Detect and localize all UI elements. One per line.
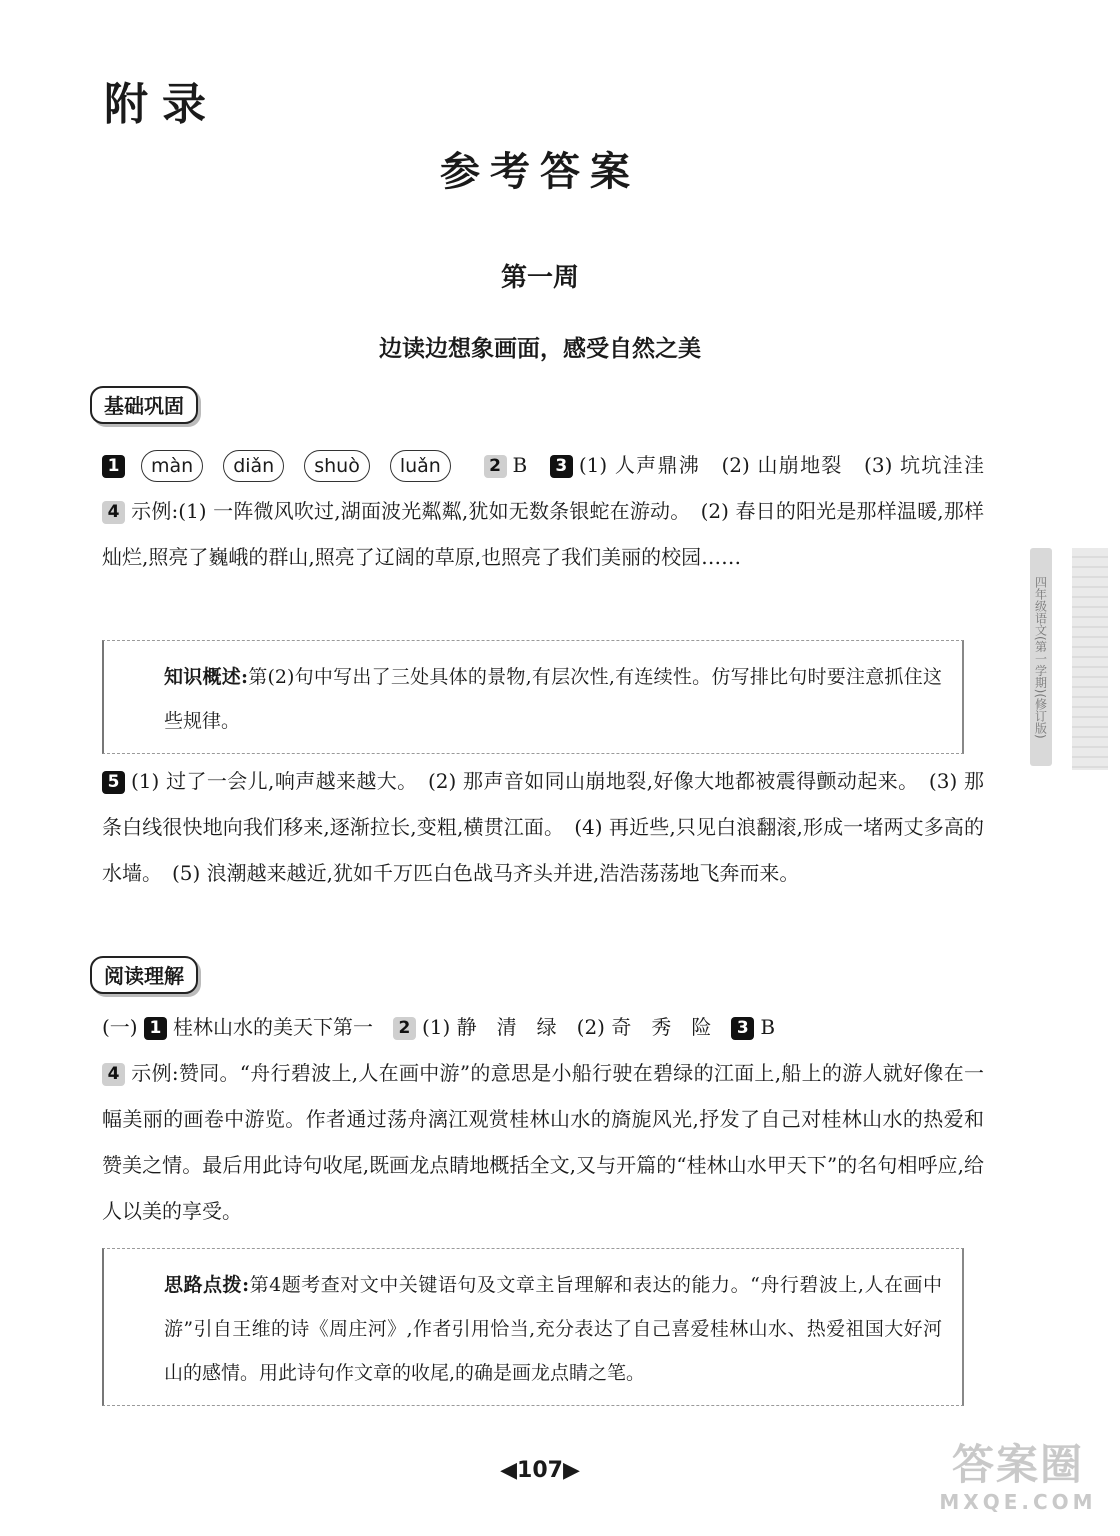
answer-text: 桂林山水的美天下第一 [172,1015,373,1039]
answer-paragraph-1 [102,442,984,580]
question-number-badge: 4 [102,1063,125,1086]
question-number-badge: 1 [144,1017,167,1040]
unit-title: 边读边想象画面，感受自然之美 [379,336,701,362]
note-label: 思路点拨: [164,1274,250,1296]
watermark-logo [928,1440,1108,1526]
section-tag-reading: 阅读理解 [90,956,198,994]
note-text: 第(2)句中写出了三处具体的景物,有层次性,有连续性。仿写排比句时要注意抓住这些规律。 [164,666,943,732]
answer-text: B [760,1015,776,1039]
answer-paragraph-5 [102,758,984,896]
answer-text: 示例:赞同。“舟行碧波上,人在画中游”的意思是小船行驶在碧绿的江面上,船上的游人就好像在一幅美丽的画卷中游览。作者通过荡舟漓江观赏桂林山水的旖旎风光,抒发了自己对桂林山水的热爱和赞美之情。最后用此诗句收尾,既画龙点睛地概括全文,又与开篇的“桂林山水甲天下”的名句相呼应,给人以美的享受。 [102,1061,984,1223]
side-tab: 四年级语文(第一学期)(修订版) [1030,548,1052,766]
main-title: 参考答案 [440,149,640,195]
reading-answers [102,1004,984,1234]
watermark-line-2: MXQE.COM [939,1490,1097,1514]
pinyin-answer: diǎn [223,450,284,482]
question-number-badge: 3 [731,1017,754,1040]
question-number-badge: 4 [102,501,125,524]
page-edge-strip [1072,548,1108,770]
section-tag-basic: 基础巩固 [90,386,198,424]
answer-text: B [512,453,528,477]
question-number-badge: 1 [102,455,125,478]
question-number-badge: 2 [484,455,507,478]
question-number-badge: 2 [393,1017,416,1040]
answer-text: 示例:(1) 一阵微风吹过,湖面波光粼粼,犹如无数条银蛇在游动。 (2) 春日的阳光是那样温暖,那样灿烂,照亮了巍峨的群山,照亮了辽阔的草原,也照亮了我们美丽的校园…… [102,499,984,569]
watermark-line-1: 答案圈 [951,1440,1084,1489]
week-title: 第一周 [500,263,579,293]
pinyin-answer: màn [141,450,203,482]
answer-text: (1) 过了一会儿,响声越来越大。 (2) 那声音如同山崩地裂,好像大地都被震得颤动起来。 (3) 那条白线很快地向我们移来,逐渐拉长,变粗,横贯江面。 (4) 再近些,只见白浪翻滚,形成一堵两丈多高的水墙。 (5) 浪潮越来越近,犹如千万匹白色战马齐头并进,浩浩荡荡地飞奔而来。 [102,769,984,885]
answer-text: (1) 静 清 绿 (2) 奇 秀 险 [421,1015,712,1039]
hint-note-box [102,1248,964,1406]
pinyin-answer: shuò [304,450,370,482]
question-number-badge: 5 [102,771,125,794]
page-number: ◀107▶ [500,1458,580,1483]
note-label: 知识概述: [164,666,248,688]
pinyin-answer: luǎn [390,450,451,482]
knowledge-note-box [102,640,964,754]
part-label: (一) [102,1015,138,1039]
question-number-badge: 3 [550,455,573,478]
appendix-title: 附录 [104,79,220,130]
answer-text: (1) 人声鼎沸 (2) 山崩地裂 (3) 坑坑洼洼 [578,453,985,477]
note-text: 第4题考查对文中关键语句及文章主旨理解和表达的能力。“舟行碧波上,人在画中游”引自王维的诗《周庄河》,作者引用恰当,充分表达了自己喜爱桂林山水、热爱祖国大好河山的感情。用此诗句作文章的收尾,的确是画龙点睛之笔。 [164,1274,942,1384]
